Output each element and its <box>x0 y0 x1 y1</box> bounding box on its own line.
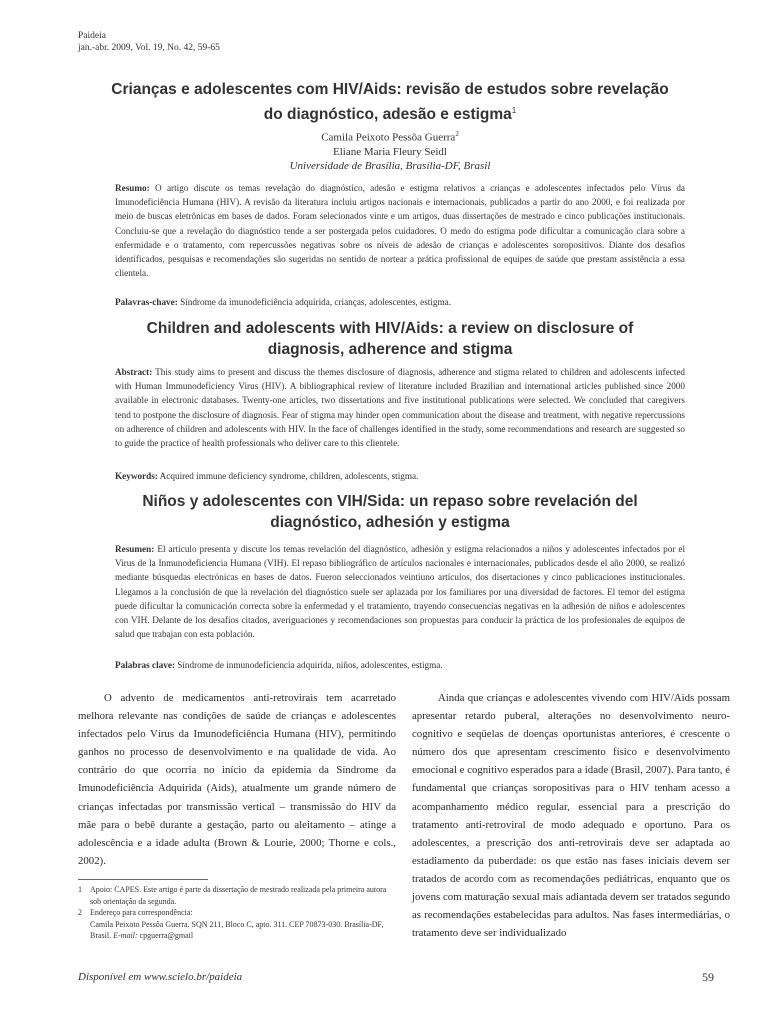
footnote-1 <box>78 884 390 907</box>
keywords-es-text: Síndrome de inmunodeficiencia adquirida, niños, adolescentes, estigma. <box>177 660 443 670</box>
keywords-en-text: Acquired immune deficiency syndrome, children, adolescents, stigma. <box>159 471 419 481</box>
title-es-line2: diagnóstico, adhesión y estigma <box>270 514 510 531</box>
title-en-line1: Children and adolescents with HIV/Aids: a review on disclosure of <box>146 320 634 337</box>
keywords-pt-text: Síndrome da imunodeficiência adquirida, crianças, adolescentes, estigma. <box>180 297 451 307</box>
title-en <box>80 318 700 360</box>
correspondence-address: Camila Peixoto Pessôa Guerra. SQN 211, Bloco C, apto. 311. CEP 70873-030. Brasília-DF, Brasil. <box>90 919 384 940</box>
abstract-es-label: Resumen: <box>115 544 155 554</box>
journal-name: Paideia <box>78 31 106 41</box>
abstract-es <box>115 542 685 641</box>
body-paragraph: Ainda que crianças e adolescentes vivendo com HIV/Aids possam apresentar retardo puberal, alterações no desenvolvimento neuro-cognitivo e seqüelas de doenças oportunistas anteriores, é crescente o número dos que apresentam crescimento físico e desenvolvimento emocional e cognitivo esperados para a idade (Brasil, 2007). Para tanto, é fundamental que crianças soropositivas para o HIV tenham acesso a acompanhamento médico regular, essencial para a prescrição do tratamento anti-retroviral de modo adequado e oportuno. Para os adolescentes, a prescrição dos anti-retrovirais deve ser adaptada ao estadiamento da puberdade: os que estão nas fases iniciais devem ser tratados de acordo com as recomendações pediátricas, enquanto que os jovens com maturação sexual mais adiantada devem ser tratados segundo as recomendações estabelecidas para adultos. Nas fases intermediárias, o tratamento deve ser individualizado <box>412 692 730 940</box>
keywords-en <box>115 469 685 483</box>
issue-info: jan.-abr. 2009, Vol. 19, No. 42, 59-65 <box>78 43 220 53</box>
abstract-en <box>115 365 685 450</box>
abstract-es-text: El artículo presenta y discute los temas revelación del diagnóstico, adhesión y estigma relacionados a niños y adolescentes infectados por el Virus de la Inmunodeficiencia Humana (VIH). El repaso bibliográfico de artículos nacionales e internacionales, publicados desde el año 2000, se realizó mediante búsquedas electrónicas en bases de datos. Fueron seleccionados veintiuno artículos, dos disertaciones y cinco publicaciones institucionales. Llegamos a la conclusión de que la revelación del diagnóstico suele ser aplazada por los familiares por una diversidad de factores. El temor del estigma puede dificultar la comunicación correcta sobre la enfermedad y el tratamiento, trayendo consecuencias negativas en la adhesión de niños e adolescentes con VIH. Delante de los desafíos citados, averiguaciones y recomendaciones son propuestas para conducir la práctica de los profesionales de equipos de salud que trabajan con esta población. <box>115 544 686 640</box>
keywords-en-label: Keywords: <box>115 471 158 481</box>
title-es <box>80 491 700 533</box>
keywords-pt <box>115 295 685 309</box>
title-pt-line2: do diagnóstico, adesão e estigma <box>263 106 512 124</box>
body-column-right <box>412 689 730 942</box>
author-1: Camila Peixoto Pessôa Guerra <box>321 131 456 144</box>
email-address[interactable]: cpguerra@gmail <box>139 931 194 940</box>
title-en-line2: diagnosis, adherence and stigma <box>267 341 513 358</box>
title-pt-line1: Crianças e adolescentes com HIV/Aids: revisão de estudos sobre revelação <box>111 81 669 98</box>
abstract-pt-text: O artigo discute os temas revelação do diagnóstico, adesão e estigma relativos a crianças e adolescentes infectados pelo Vírus da Imunodeficiência Humana (HIV). A revisão da literatura incluiu artigos nacionais e internacionais, publicados a partir do ano 2000, e foi realizada por meio de buscas eletrônicas em bases de dados. Foram selecionados vinte e um artigos, duas dissertações de mestrado e cinco publicações institucionais. Concluiu-se que a revelação do diagnóstico tende a ser postergada pelos cuidadores. O medo do estigma pode dificultar a comunicação clara sobre a enfermidade e o tratamento, com repercussões negativas sobre os níveis de adesão de crianças e adolescentes soropositivos. Diante dos desafios identificados, pesquisas e recomendações são sugeridas no sentido de nortear a prática profissional de equipes de saúde que prestam assistência a essa clientela. <box>115 183 685 279</box>
footnote-1-number: 1 <box>78 885 82 894</box>
title-footnote-marker: 1 <box>511 106 517 115</box>
authors-block <box>80 127 700 173</box>
email-label: E-mail: <box>113 931 138 940</box>
body-column-left <box>78 689 396 870</box>
keywords-pt-label: Palavras-chave: <box>115 297 178 307</box>
running-header <box>78 30 220 54</box>
footnote-2-text: Endereço para correspondência: <box>90 908 193 917</box>
footnote-1-text: Apoio: CAPES. Este artigo é parte da dissertação de mestrado realizada pela primeira autora sob orientação da segunda. <box>90 885 387 906</box>
keywords-es-label: Palabras clave: <box>115 660 175 670</box>
availability-link[interactable]: Disponível em www.scielo.br/paideia <box>78 971 243 983</box>
title-es-line1: Niños y adolescentes con VIH/Sida: un repaso sobre revelación del <box>142 493 638 510</box>
footnote-2-address <box>78 919 390 942</box>
abstract-pt <box>115 181 685 280</box>
footnotes <box>78 884 390 942</box>
abstract-en-label: Abstract: <box>115 367 153 377</box>
footnote-2 <box>78 907 390 919</box>
author-1-footnote-marker: 2 <box>455 130 459 138</box>
page-number: 59 <box>702 970 714 984</box>
footnote-2-number: 2 <box>78 908 82 917</box>
abstract-en-text: This study aims to present and discuss the themes disclosure of diagnosis, adherence and stigma related to children and adolescents infected with Human Immunodeficiency Virus (HIV). A bibliographical review of literature included Brazilian and international articles published since 2000 available in electronic databases. Twenty-one articles, two dissertations and five institutional publications were selected. We concluded that caregivers tend to postpone the disclosure of diagnosis. Fear of stigma may hinder open communication about the disease and treatment, with negative repercussions on adherence of children and adolescents with HIV. In the face of challenges identified in the study, some recommendations and research are suggested so to guide the practice of health professionals who deliver care to this clientele. <box>115 367 685 449</box>
author-2: Eliane Maria Fleury Seidl <box>333 145 447 158</box>
footnote-rule <box>78 879 208 880</box>
affiliation: Universidade de Brasília, Brasília-DF, Brasil <box>289 159 491 172</box>
keywords-es <box>115 658 685 672</box>
body-paragraph: O advento de medicamentos anti-retrovirais tem acarretado melhora relevante nas condições de saúde de crianças e adolescentes infectados pelo Vírus da Imunodeficiência Humana (HIV), permitindo ganhos no processo de desenvolvimento e na qualidade de vida. Ao contrário do que ocorria no início da epidemia da Síndrome da Imunodeficiência Adquirida (Aids), atualmente um grande número de crianças infectadas por transmissão vertical – transmissão do HIV da mãe para o bebê durante a gestação, parto ou aleitamento – atinge a adolescência e a idade adulta (Brown & Lourie, 2000; Thorne e cols., 2002). <box>78 692 396 867</box>
title-pt <box>80 79 700 125</box>
abstract-pt-label: Resumo: <box>115 183 150 193</box>
